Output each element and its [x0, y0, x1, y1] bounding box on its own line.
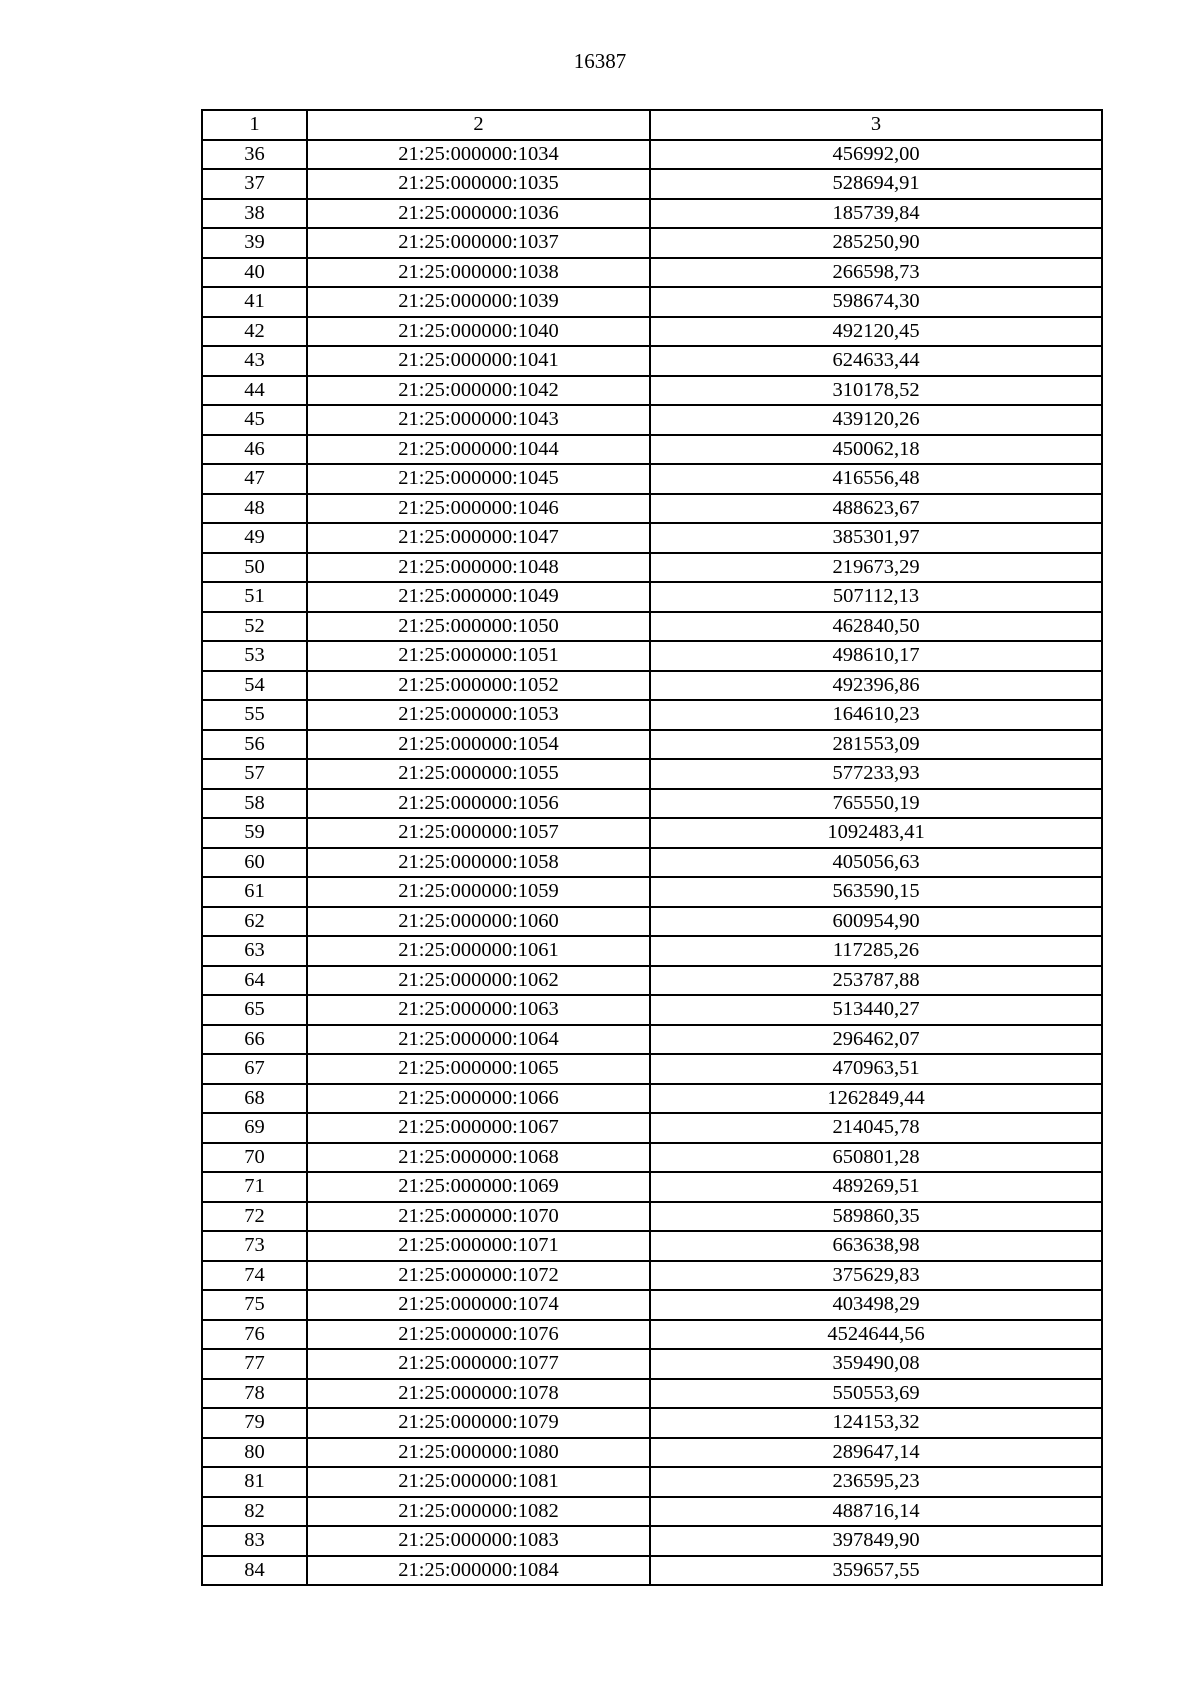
row-number-cell: 56	[202, 730, 307, 760]
table-row	[202, 1172, 1102, 1202]
cadastral-number-cell: 21:25:000000:1057	[307, 818, 650, 848]
cadastral-number-cell: 21:25:000000:1038	[307, 258, 650, 288]
value-cell: 1092483,41	[650, 818, 1102, 848]
table-row	[202, 1556, 1102, 1586]
row-number-cell: 55	[202, 700, 307, 730]
row-number-cell: 82	[202, 1497, 307, 1527]
value-cell: 600954,90	[650, 907, 1102, 937]
cadastral-number-cell: 21:25:000000:1035	[307, 169, 650, 199]
cadastral-number-cell: 21:25:000000:1062	[307, 966, 650, 996]
table-row	[202, 199, 1102, 229]
table-row	[202, 1290, 1102, 1320]
table-row	[202, 1349, 1102, 1379]
value-cell: 397849,90	[650, 1526, 1102, 1556]
row-number-cell: 45	[202, 405, 307, 435]
table-row	[202, 1054, 1102, 1084]
row-number-cell: 43	[202, 346, 307, 376]
cadastral-number-cell: 21:25:000000:1041	[307, 346, 650, 376]
row-number-cell: 78	[202, 1379, 307, 1409]
cadastral-number-cell: 21:25:000000:1076	[307, 1320, 650, 1350]
table-row	[202, 641, 1102, 671]
table-row	[202, 464, 1102, 494]
page-number: 16387	[573, 49, 627, 73]
row-number-cell: 74	[202, 1261, 307, 1291]
cadastral-number-cell: 21:25:000000:1084	[307, 1556, 650, 1586]
table-row	[202, 907, 1102, 937]
row-number-cell: 59	[202, 818, 307, 848]
cadastral-number-cell: 21:25:000000:1045	[307, 464, 650, 494]
value-cell: 359657,55	[650, 1556, 1102, 1586]
table-row	[202, 346, 1102, 376]
cadastral-number-cell: 21:25:000000:1039	[307, 287, 650, 317]
value-cell: 489269,51	[650, 1172, 1102, 1202]
value-cell: 488716,14	[650, 1497, 1102, 1527]
table-row	[202, 671, 1102, 701]
row-number-cell: 46	[202, 435, 307, 465]
table-row	[202, 966, 1102, 996]
value-cell: 185739,84	[650, 199, 1102, 229]
row-number-cell: 72	[202, 1202, 307, 1232]
value-cell: 281553,09	[650, 730, 1102, 760]
table-row	[202, 435, 1102, 465]
table-row	[202, 1526, 1102, 1556]
cadastral-number-cell: 21:25:000000:1066	[307, 1084, 650, 1114]
table-row	[202, 730, 1102, 760]
row-number-cell: 70	[202, 1143, 307, 1173]
value-cell: 289647,14	[650, 1438, 1102, 1468]
cadastral-number-cell: 21:25:000000:1068	[307, 1143, 650, 1173]
cadastral-number-cell: 21:25:000000:1079	[307, 1408, 650, 1438]
cadastral-number-cell: 21:25:000000:1051	[307, 641, 650, 671]
value-cell: 124153,32	[650, 1408, 1102, 1438]
cadastral-number-cell: 21:25:000000:1080	[307, 1438, 650, 1468]
cadastral-number-cell: 21:25:000000:1052	[307, 671, 650, 701]
cadastral-number-cell: 21:25:000000:1078	[307, 1379, 650, 1409]
row-number-cell: 57	[202, 759, 307, 789]
table-row	[202, 1497, 1102, 1527]
cadastral-number-cell: 21:25:000000:1067	[307, 1113, 650, 1143]
row-number-cell: 81	[202, 1467, 307, 1497]
row-number-cell: 75	[202, 1290, 307, 1320]
row-number-cell: 51	[202, 582, 307, 612]
cadastral-number-cell: 21:25:000000:1049	[307, 582, 650, 612]
table-row	[202, 1320, 1102, 1350]
table-row	[202, 818, 1102, 848]
row-number-cell: 53	[202, 641, 307, 671]
value-cell: 492120,45	[650, 317, 1102, 347]
cadastral-number-cell: 21:25:000000:1047	[307, 523, 650, 553]
cadastral-number-cell: 21:25:000000:1058	[307, 848, 650, 878]
value-cell: 456992,00	[650, 140, 1102, 170]
cadastral-number-cell: 21:25:000000:1083	[307, 1526, 650, 1556]
table-row	[202, 169, 1102, 199]
data-table	[201, 109, 1103, 1586]
value-cell: 164610,23	[650, 700, 1102, 730]
row-number-cell: 69	[202, 1113, 307, 1143]
row-number-cell: 66	[202, 1025, 307, 1055]
value-cell: 219673,29	[650, 553, 1102, 583]
value-cell: 1262849,44	[650, 1084, 1102, 1114]
row-number-cell: 77	[202, 1349, 307, 1379]
row-number-cell: 48	[202, 494, 307, 524]
column-header-1: 1	[202, 110, 307, 140]
row-number-cell: 80	[202, 1438, 307, 1468]
row-number-cell: 42	[202, 317, 307, 347]
value-cell: 528694,91	[650, 169, 1102, 199]
row-number-cell: 64	[202, 966, 307, 996]
value-cell: 498610,17	[650, 641, 1102, 671]
value-cell: 375629,83	[650, 1261, 1102, 1291]
table-row	[202, 228, 1102, 258]
row-number-cell: 65	[202, 995, 307, 1025]
column-header-2: 2	[307, 110, 650, 140]
row-number-cell: 62	[202, 907, 307, 937]
table-row	[202, 1113, 1102, 1143]
table-row	[202, 789, 1102, 819]
row-number-cell: 44	[202, 376, 307, 406]
value-cell: 663638,98	[650, 1231, 1102, 1261]
row-number-cell: 71	[202, 1172, 307, 1202]
value-cell: 765550,19	[650, 789, 1102, 819]
value-cell: 296462,07	[650, 1025, 1102, 1055]
table-row	[202, 140, 1102, 170]
value-cell: 310178,52	[650, 376, 1102, 406]
table-row	[202, 405, 1102, 435]
cadastral-number-cell: 21:25:000000:1069	[307, 1172, 650, 1202]
table-row	[202, 317, 1102, 347]
cadastral-number-cell: 21:25:000000:1071	[307, 1231, 650, 1261]
row-number-cell: 79	[202, 1408, 307, 1438]
value-cell: 513440,27	[650, 995, 1102, 1025]
row-number-cell: 83	[202, 1526, 307, 1556]
cadastral-number-cell: 21:25:000000:1037	[307, 228, 650, 258]
table-row	[202, 1261, 1102, 1291]
row-number-cell: 73	[202, 1231, 307, 1261]
table-row	[202, 759, 1102, 789]
table-row	[202, 612, 1102, 642]
value-cell: 650801,28	[650, 1143, 1102, 1173]
table-row	[202, 995, 1102, 1025]
table-row	[202, 523, 1102, 553]
table-row	[202, 494, 1102, 524]
table-row	[202, 1143, 1102, 1173]
value-cell: 403498,29	[650, 1290, 1102, 1320]
value-cell: 214045,78	[650, 1113, 1102, 1143]
value-cell: 285250,90	[650, 228, 1102, 258]
value-cell: 470963,51	[650, 1054, 1102, 1084]
row-number-cell: 60	[202, 848, 307, 878]
value-cell: 385301,97	[650, 523, 1102, 553]
cadastral-number-cell: 21:25:000000:1074	[307, 1290, 650, 1320]
cadastral-number-cell: 21:25:000000:1064	[307, 1025, 650, 1055]
value-cell: 439120,26	[650, 405, 1102, 435]
table-row	[202, 848, 1102, 878]
table-row	[202, 1231, 1102, 1261]
cadastral-number-cell: 21:25:000000:1077	[307, 1349, 650, 1379]
cadastral-number-cell: 21:25:000000:1061	[307, 936, 650, 966]
row-number-cell: 76	[202, 1320, 307, 1350]
value-cell: 563590,15	[650, 877, 1102, 907]
cadastral-number-cell: 21:25:000000:1046	[307, 494, 650, 524]
cadastral-number-cell: 21:25:000000:1082	[307, 1497, 650, 1527]
cadastral-number-cell: 21:25:000000:1055	[307, 759, 650, 789]
value-cell: 488623,67	[650, 494, 1102, 524]
value-cell: 624633,44	[650, 346, 1102, 376]
row-number-cell: 84	[202, 1556, 307, 1586]
value-cell: 266598,73	[650, 258, 1102, 288]
cadastral-number-cell: 21:25:000000:1040	[307, 317, 650, 347]
row-number-cell: 54	[202, 671, 307, 701]
table-row	[202, 1025, 1102, 1055]
cadastral-number-cell: 21:25:000000:1065	[307, 1054, 650, 1084]
value-cell: 450062,18	[650, 435, 1102, 465]
cadastral-number-cell: 21:25:000000:1044	[307, 435, 650, 465]
cadastral-number-cell: 21:25:000000:1060	[307, 907, 650, 937]
value-cell: 492396,86	[650, 671, 1102, 701]
value-cell: 359490,08	[650, 1349, 1102, 1379]
table-row	[202, 553, 1102, 583]
table-row	[202, 582, 1102, 612]
row-number-cell: 50	[202, 553, 307, 583]
table-row	[202, 877, 1102, 907]
table-row	[202, 1408, 1102, 1438]
table-row	[202, 1467, 1102, 1497]
value-cell: 253787,88	[650, 966, 1102, 996]
row-number-cell: 68	[202, 1084, 307, 1114]
table-row	[202, 1202, 1102, 1232]
table-row	[202, 1438, 1102, 1468]
cadastral-number-cell: 21:25:000000:1070	[307, 1202, 650, 1232]
row-number-cell: 49	[202, 523, 307, 553]
row-number-cell: 39	[202, 228, 307, 258]
column-header-3: 3	[650, 110, 1102, 140]
value-cell: 589860,35	[650, 1202, 1102, 1232]
table-row	[202, 258, 1102, 288]
table-row	[202, 1379, 1102, 1409]
cadastral-number-cell: 21:25:000000:1054	[307, 730, 650, 760]
cadastral-number-cell: 21:25:000000:1050	[307, 612, 650, 642]
cadastral-number-cell: 21:25:000000:1042	[307, 376, 650, 406]
row-number-cell: 40	[202, 258, 307, 288]
cadastral-number-cell: 21:25:000000:1056	[307, 789, 650, 819]
row-number-cell: 58	[202, 789, 307, 819]
cadastral-number-cell: 21:25:000000:1043	[307, 405, 650, 435]
value-cell: 416556,48	[650, 464, 1102, 494]
table-row	[202, 287, 1102, 317]
table-body	[202, 140, 1102, 1586]
table-row	[202, 376, 1102, 406]
cadastral-number-cell: 21:25:000000:1081	[307, 1467, 650, 1497]
value-cell: 405056,63	[650, 848, 1102, 878]
cadastral-number-cell: 21:25:000000:1034	[307, 140, 650, 170]
row-number-cell: 37	[202, 169, 307, 199]
row-number-cell: 47	[202, 464, 307, 494]
table-header-row	[202, 110, 1102, 140]
row-number-cell: 41	[202, 287, 307, 317]
row-number-cell: 36	[202, 140, 307, 170]
table-row	[202, 936, 1102, 966]
cadastral-number-cell: 21:25:000000:1059	[307, 877, 650, 907]
table-row	[202, 1084, 1102, 1114]
cadastral-number-cell: 21:25:000000:1036	[307, 199, 650, 229]
value-cell: 507112,13	[650, 582, 1102, 612]
row-number-cell: 38	[202, 199, 307, 229]
cadastral-number-cell: 21:25:000000:1053	[307, 700, 650, 730]
row-number-cell: 61	[202, 877, 307, 907]
cadastral-number-cell: 21:25:000000:1072	[307, 1261, 650, 1291]
row-number-cell: 63	[202, 936, 307, 966]
value-cell: 577233,93	[650, 759, 1102, 789]
row-number-cell: 52	[202, 612, 307, 642]
row-number-cell: 67	[202, 1054, 307, 1084]
value-cell: 550553,69	[650, 1379, 1102, 1409]
value-cell: 117285,26	[650, 936, 1102, 966]
cadastral-number-cell: 21:25:000000:1048	[307, 553, 650, 583]
cadastral-number-cell: 21:25:000000:1063	[307, 995, 650, 1025]
value-cell: 4524644,56	[650, 1320, 1102, 1350]
table-row	[202, 700, 1102, 730]
value-cell: 236595,23	[650, 1467, 1102, 1497]
value-cell: 462840,50	[650, 612, 1102, 642]
value-cell: 598674,30	[650, 287, 1102, 317]
